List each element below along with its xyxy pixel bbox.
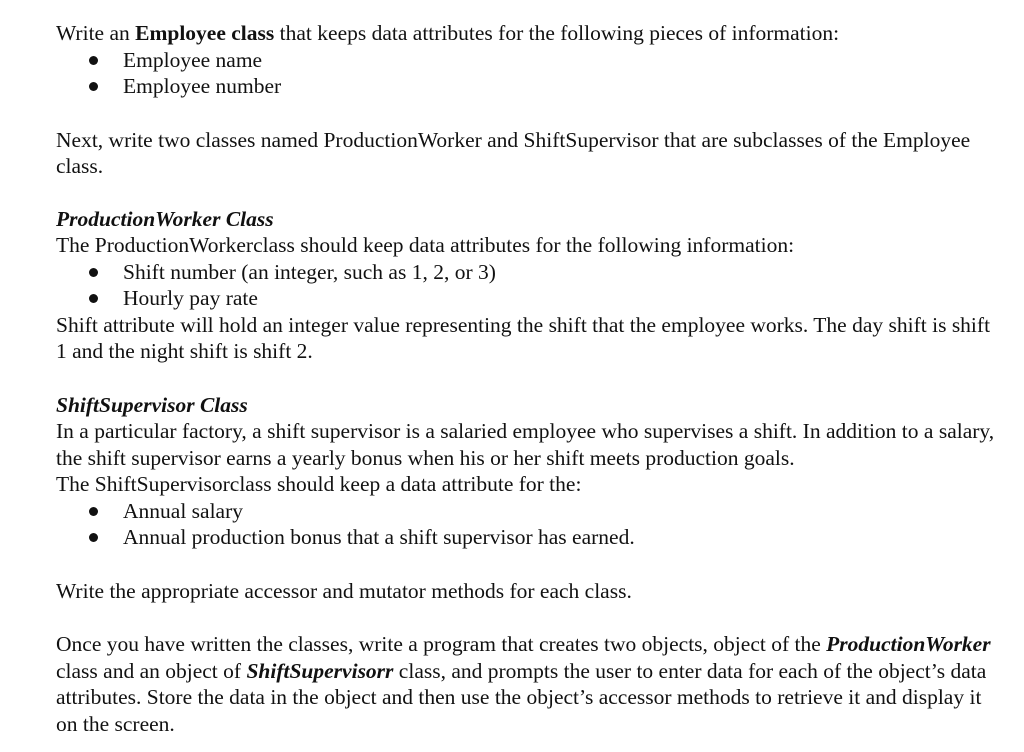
shift-supervisor-heading: ShiftSupervisor Class bbox=[56, 392, 248, 417]
intro-suffix: that keeps data attributes for the following pieces of information: bbox=[274, 21, 840, 45]
bullet-icon bbox=[89, 294, 98, 303]
shift-supervisor-term: ShiftSupervisorr bbox=[246, 658, 394, 683]
shift-attribute-note: Shift attribute will hold an integer value representing the shift that the employee works. The day shift is shift 1 and the night shift is shift 2. bbox=[56, 312, 991, 363]
list-item: Shift number (an integer, such as 1, 2, or 3) bbox=[56, 259, 1006, 286]
bullet-icon bbox=[89, 82, 98, 91]
shift-supervisor-intro: The ShiftSupervisorclass should keep a data attribute for the: bbox=[56, 472, 582, 496]
subclasses-paragraph: Next, write two classes named ProductionWorker and ShiftSupervisor that are subclasses of the Employee class. bbox=[56, 127, 971, 178]
bullet-icon bbox=[89, 268, 98, 277]
list-item: Annual production bonus that a shift supervisor has earned. bbox=[56, 524, 1006, 551]
intro-prefix: Write an bbox=[56, 21, 136, 45]
list-item: Hourly pay rate bbox=[56, 285, 1006, 312]
list-item: Employee number bbox=[56, 73, 1006, 100]
employee-attributes-list bbox=[56, 47, 1006, 100]
shift-supervisor-description: In a particular factory, a shift supervisor is a salaried employee who supervises a shift. In addition to a salary, the shift supervisor earns a yearly bonus when his or her shift meets production goals. bbox=[56, 419, 995, 470]
accessor-mutator-paragraph: Write the appropriate accessor and mutator methods for each class. bbox=[56, 578, 632, 603]
list-item: Employee name bbox=[56, 47, 1006, 74]
shift-supervisor-attributes-list bbox=[56, 498, 1006, 551]
program-instructions-paragraph: Once you have written the classes, write a program that creates two objects, object of the ProductionWorker class and an object of ShiftSupervisorr class, and prompts the user to enter data for each of the object’s data attributes. Store the data in the object and then use the object’s accessor methods to retrieve it and display it on the screen. bbox=[56, 632, 991, 736]
intro-paragraph bbox=[56, 20, 1006, 47]
bullet-icon bbox=[89, 56, 98, 65]
list-item: Annual salary bbox=[56, 498, 1006, 525]
production-worker-intro: The ProductionWorkerclass should keep data attributes for the following information: bbox=[56, 233, 795, 257]
bullet-icon bbox=[89, 533, 98, 542]
production-worker-attributes-list bbox=[56, 259, 1006, 312]
bullet-icon bbox=[89, 507, 98, 516]
document-body bbox=[56, 20, 1006, 737]
employee-class-term: Employee class bbox=[135, 21, 275, 45]
production-worker-heading: ProductionWorker Class bbox=[56, 206, 274, 231]
production-worker-term: ProductionWorker bbox=[826, 632, 991, 656]
